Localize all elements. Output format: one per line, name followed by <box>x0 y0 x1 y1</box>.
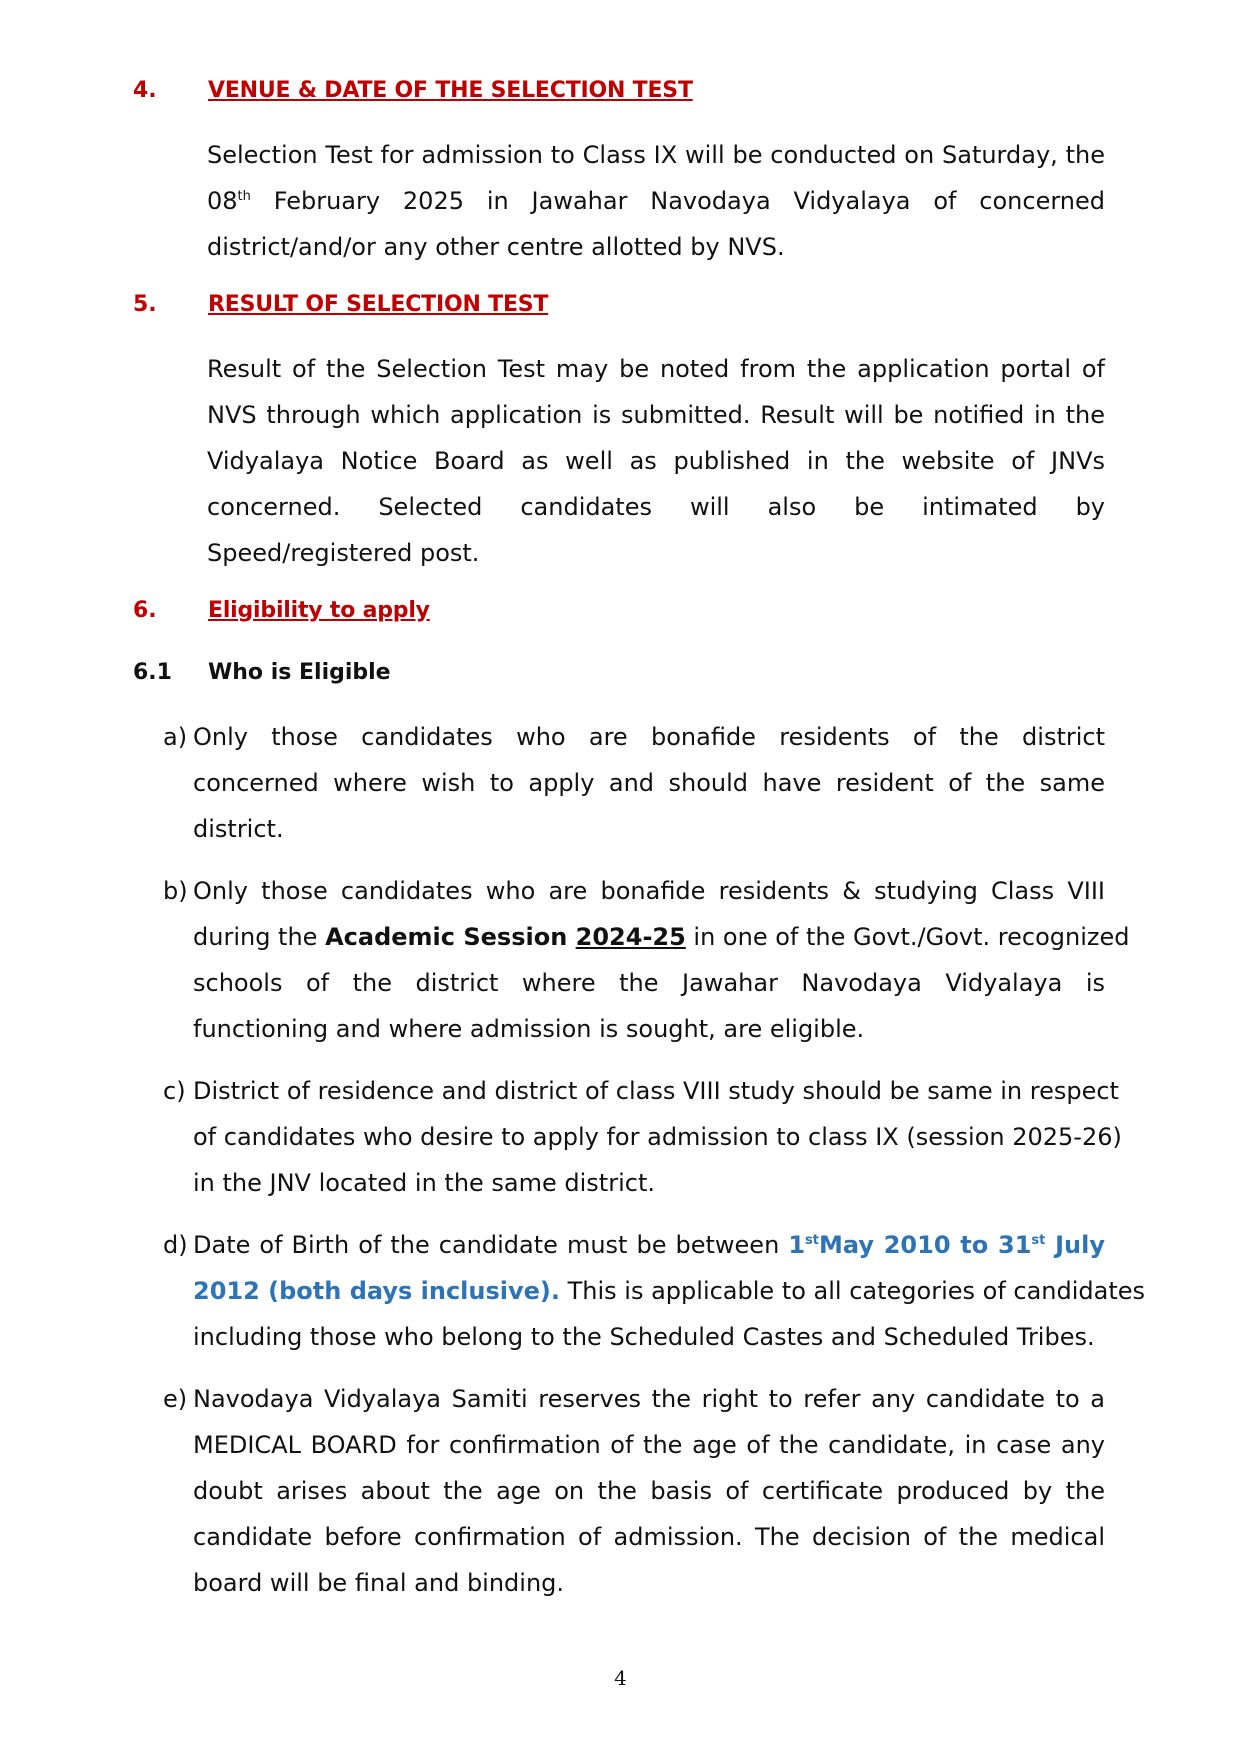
text-line: Date of Birth of the candidate must be between 1stMay 2010 to 31st July <box>193 1231 1106 1259</box>
text-line: Result of the Selection Test may be noted from the application portal of <box>207 355 1105 383</box>
text-line: schools of the district where the Jawahar Navodaya Vidyalaya is <box>193 969 1105 997</box>
text-line: Navodaya Vidyalaya Samiti reserves the right to refer any candidate to a <box>193 1385 1105 1413</box>
subsection-6-1-heading <box>133 652 391 692</box>
section-4-heading <box>133 70 693 110</box>
text-line: doubt arises about the age on the basis of certificate produced by the <box>193 1477 1105 1505</box>
text-line: during the Academic Session 2024-25 in one of the Govt./Govt. recognized <box>193 923 1130 951</box>
item-label: d) <box>163 1231 188 1259</box>
item-label: e) <box>163 1385 188 1413</box>
section-5-paragraph <box>207 346 1105 576</box>
text-line: 2012 (both days inclusive). This is applicable to all categories of candidates <box>193 1277 1146 1305</box>
dob-range-highlight: 1stMay 2010 to 31st July <box>788 1231 1106 1259</box>
item-label: c) <box>163 1077 186 1105</box>
text-line: Only those candidates who are bonafide residents & studying Class VIII <box>193 877 1105 905</box>
subsection-title: Who is Eligible <box>208 659 391 685</box>
text-line: Selection Test for admission to Class IX will be conducted on Saturday, the <box>207 141 1105 169</box>
section-title: RESULT OF SELECTION TEST <box>208 291 549 317</box>
text-line: NVS through which application is submitted. Result will be notified in the <box>207 401 1105 429</box>
text-line: Only those candidates who are bonafide residents of the district <box>193 723 1105 751</box>
section-4-paragraph <box>207 132 1105 270</box>
text-line: functioning and where admission is sought, are eligible. <box>193 1015 865 1043</box>
text-line: in the JNV located in the same district. <box>193 1169 655 1197</box>
section-title: Eligibility to apply <box>208 597 430 623</box>
text-line: Speed/registered post. <box>207 539 480 567</box>
text-line: board will be final and binding. <box>193 1569 565 1597</box>
page-number: 4 <box>614 1666 627 1690</box>
text-line: of candidates who desire to apply for admission to class IX (session 2025-26) <box>193 1123 1122 1151</box>
section-number: 6. <box>133 597 157 623</box>
section-number: 5. <box>133 291 157 317</box>
text-line: concerned. Selected candidates will also be intimated by <box>207 493 1105 521</box>
text-line: candidate before confirmation of admission. The decision of the medical <box>193 1523 1105 1551</box>
text-line: concerned where wish to apply and should have resident of the same <box>193 769 1105 797</box>
subsection-number: 6.1 <box>133 659 172 685</box>
section-6-heading <box>133 590 430 630</box>
text-line: MEDICAL BOARD for confirmation of the age of the candidate, in case any <box>193 1431 1105 1459</box>
item-label: b) <box>163 877 188 905</box>
item-label: a) <box>163 723 188 751</box>
section-title: VENUE & DATE OF THE SELECTION TEST <box>208 77 693 103</box>
text-line: district. <box>193 815 284 843</box>
text-line: including those who belong to the Scheduled Castes and Scheduled Tribes. <box>193 1323 1095 1351</box>
text-line: Vidyalaya Notice Board as well as published in the website of JNVs <box>207 447 1105 475</box>
text-line: district/and/or any other centre allotted by NVS. <box>207 233 785 261</box>
text-line: District of residence and district of class VIII study should be same in respect <box>193 1077 1119 1105</box>
section-5-heading <box>133 284 548 324</box>
text-line: 08th February 2025 in Jawahar Navodaya Vidyalaya of concerned <box>207 187 1105 215</box>
section-number: 4. <box>133 77 157 103</box>
